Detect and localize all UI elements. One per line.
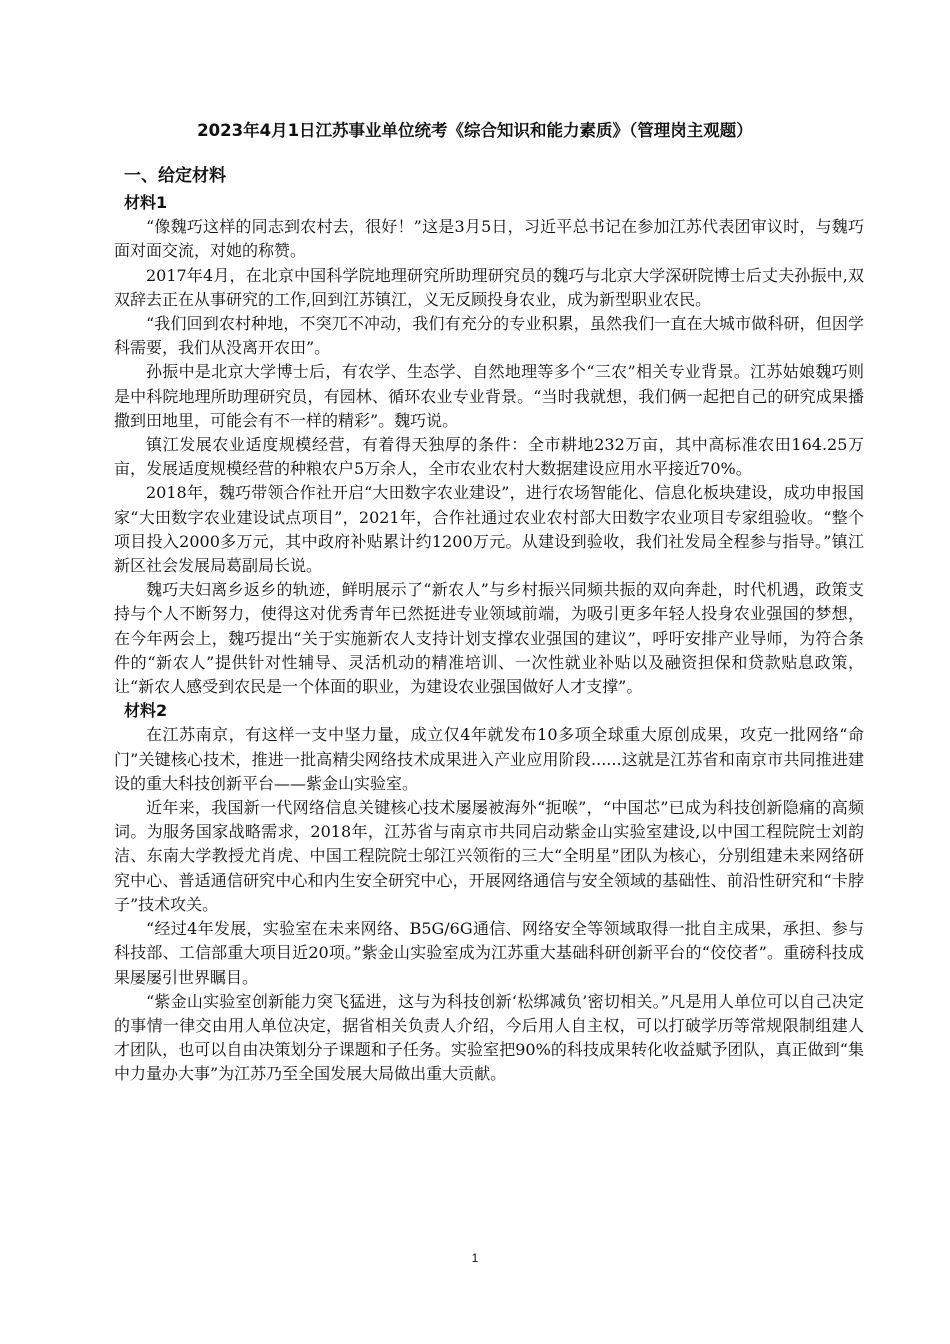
paragraph: 孙振中是北京大学博士后，有农学、生态学、自然地理等多个“三农”相关专业背景。江苏姑娘魏巧则是中科院地理所助理研究员，有园林、循环农业专业背景。“当时我就想，我们俩一起把自己的研究成果播撒到田地里，可能会有不一样的精彩”。魏巧说。	[114, 362, 864, 430]
paragraph: 镇江发展农业适度规模经营，有着得天独厚的条件：全市耕地232万亩，其中高标准农田164.25万亩，发展适度规模经营的种粮农户5万余人，全市农业农村大数据建设应用水平接近70%。	[114, 435, 864, 479]
document-title: 2023年4月1日江苏事业单位统考《综合知识和能力素质》（管理岗主观题）	[197, 121, 753, 140]
paragraph: “像魏巧这样的同志到农村去，很好！”这是3月5日，习近平总书记在参加江苏代表团审议时，与魏巧面对面交流，对她的称赞。	[114, 217, 864, 261]
paragraph: “我们回到农村种地，不突兀不冲动，我们有充分的专业积累，虽然我们一直在大城市做科研，但因学科需要，我们从没离开农田”。	[114, 314, 864, 358]
paragraph: “经过4年发展，实验室在未来网络、B5G/6G通信、网络安全等领域取得一批自主成果，承担、参与科技部、工信部重大项目近20项。”紫金山实验室成为江苏重大基础科研创新平台的“佼佼者”。重磅科技成果屡屡引世界瞩目。	[114, 919, 864, 987]
paragraph: 在江苏南京，有这样一支中坚力量，成立仅4年就发布10多项全球重大原创成果，攻克一批网络“命门”关键核心技术，推进一批高精尖网络技术成果进入产业应用阶段......这就是江苏省和南京市共同推进建设的重大科技创新平台——紫金山实验室。	[114, 725, 864, 793]
paragraph: 2018年，魏巧带领合作社开启“大田数字农业建设”，进行农场智能化、信息化板块建设，成功申报国家“大田数字农业建设试点项目”，2021年，合作社通过农业农村部大田数字农业项目专家组验收。“整个项目投入2000多万元，其中政府补贴累计约1200万元。从建设到验收，我们社发局全程参与指导。”镇江新区社会发展局葛副局长说。	[114, 483, 864, 576]
paragraph: 魏巧夫妇离乡返乡的轨迹，鲜明展示了“新农人”与乡村振兴同频共振的双向奔赴，时代机遇，政策支持与个人不断努力，使得这对优秀青年已然挺进专业领域前端，为吸引更多年轻人投身农业强国的梦想，在今年两会上，魏巧提出“关于实施新农人支持计划支撑农业强国的建议”，呼吁安排产业导师，为符合条件的“新农人”提供针对性辅导、灵活机动的精准培训、一次性就业补贴以及融资担保和贷款贴息政策，让“新农人感受到农民是一个体面的职业，为建设农业强国做好人才支撑”。	[114, 580, 864, 697]
page-number: 1	[471, 1251, 479, 1265]
material-1-heading: 材料1	[124, 193, 168, 212]
paragraph: 近年来，我国新一代网络信息关键核心技术屡屡被海外“扼喉”，“中国芯”已成为科技创新隐痛的高频词。为服务国家战略需求，2018年，江苏省与南京市共同启动紫金山实验室建设,以中国工程院院士刘韵洁、东南大学教授尤肖虎、中国工程院院士邬江兴领衔的三大“全明星”团队为核心，分别组建未来网络研究中心、普适通信研究中心和内生安全研究中心，开展网络通信与安全领域的基础性、前沿性研究和“卡脖子”技术攻关。	[114, 798, 864, 914]
material-2-heading: 材料2	[124, 701, 168, 721]
document-body	[114, 163, 864, 1087]
section-heading: 一、给定材料	[124, 166, 226, 186]
paragraph: 2017年4月，在北京中国科学院地理研究所助理研究员的魏巧与北京大学深研院博士后丈夫孙振中,双双辞去正在从事研究的工作,回到江苏镇江，义无反顾投身农业，成为新型职业农民。	[114, 265, 864, 309]
paragraph: “紫金山实验室创新能力突飞猛进，这与为科技创新‘松绑减负’密切相关。”凡是用人单位可以自己决定的事情一律交由用人单位决定，据省相关负责人介绍，今后用人自主权，可以打破学历等常规限制组建人才团队，也可以自由决策划分子课题和子任务。实验室把90%的科技成果转化收益赋予团队，真正做到“集中力量办大事”为江苏乃至全国发展大局做出重大贡献。	[114, 991, 864, 1084]
